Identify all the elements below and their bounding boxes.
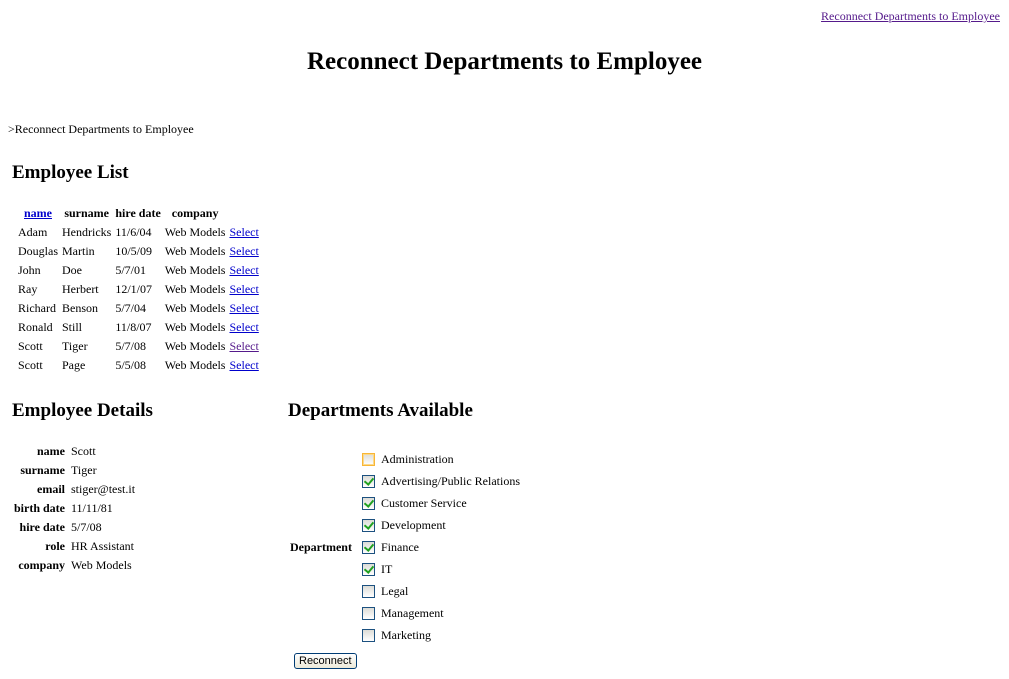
department-checkbox[interactable] (362, 519, 375, 532)
select-employee-link[interactable]: Select (229, 358, 259, 372)
detail-label: email (37, 482, 65, 496)
list-item (362, 492, 520, 514)
departments-available-title: Departments Available (288, 400, 473, 421)
detail-value: HR Assistant (71, 539, 135, 553)
cell-surname: Page (62, 358, 86, 372)
cell-company: Web Models (164, 244, 226, 258)
select-employee-link[interactable]: Select (229, 320, 259, 334)
list-item (362, 624, 520, 646)
cell-hire-date: 11/6/04 (115, 225, 152, 239)
cell-company: Web Models (164, 320, 226, 334)
reconnect-top-link[interactable]: Reconnect Departments to Employee (821, 9, 1000, 23)
cell-company: Web Models (164, 282, 226, 296)
detail-row (12, 556, 137, 575)
column-header-company: company (171, 206, 219, 220)
department-checkbox[interactable] (362, 497, 375, 510)
department-checkbox[interactable] (362, 453, 375, 466)
employee-rows (16, 223, 261, 375)
cell-name: Ray (18, 282, 38, 296)
cell-surname: Still (62, 320, 83, 334)
cell-hire-date: 10/5/09 (115, 244, 152, 258)
cell-action (227, 280, 260, 299)
list-item (362, 580, 520, 602)
detail-label: company (18, 558, 65, 572)
employee-details-table (12, 442, 137, 575)
reconnect-button[interactable]: Reconnect (294, 653, 357, 669)
department-checkbox[interactable] (362, 475, 375, 488)
cell-surname: Doe (62, 263, 82, 277)
detail-value: Scott (71, 444, 96, 458)
column-header-name[interactable] (16, 204, 60, 223)
detail-label: surname (20, 463, 65, 477)
table-row (16, 242, 261, 261)
cell-hire-date: 5/5/08 (115, 358, 146, 372)
sort-by-name-link[interactable]: name (24, 206, 52, 220)
cell-action (227, 318, 260, 337)
cell-surname: Herbert (62, 282, 99, 296)
cell-name: Adam (18, 225, 48, 239)
select-employee-link[interactable]: Select (229, 301, 259, 315)
employee-details-title: Employee Details (12, 400, 153, 421)
department-label: Finance (381, 539, 419, 554)
table-row (16, 223, 261, 242)
department-label: IT (381, 561, 393, 576)
detail-row (12, 537, 137, 556)
cell-company: Web Models (164, 263, 226, 277)
cell-name: Scott (18, 358, 43, 372)
cell-action (227, 223, 260, 242)
department-checkbox[interactable] (362, 607, 375, 620)
cell-hire-date: 5/7/04 (115, 301, 146, 315)
cell-hire-date: 12/1/07 (115, 282, 152, 296)
detail-row (12, 442, 137, 461)
detail-value: 5/7/08 (71, 520, 102, 534)
cell-company: Web Models (164, 225, 226, 239)
cell-name: John (18, 263, 41, 277)
list-item (362, 558, 520, 580)
list-item (362, 448, 520, 470)
cell-action (227, 299, 260, 318)
detail-value: Web Models (71, 558, 132, 572)
column-header-hire-date: hire date (115, 206, 161, 220)
breadcrumb: >Reconnect Departments to Employee (8, 122, 194, 136)
select-employee-link[interactable]: Select (229, 339, 259, 353)
table-row (16, 261, 261, 280)
department-checkbox-list (362, 448, 520, 646)
cell-hire-date: 5/7/01 (115, 263, 146, 277)
employee-list-title: Employee List (12, 162, 129, 183)
select-employee-link[interactable]: Select (229, 282, 259, 296)
cell-action (227, 337, 260, 356)
list-item (362, 602, 520, 624)
department-checkbox[interactable] (362, 585, 375, 598)
department-checkbox[interactable] (362, 563, 375, 576)
column-header-surname: surname (64, 206, 109, 220)
department-label: Marketing (381, 627, 431, 642)
table-row (16, 318, 261, 337)
cell-action (227, 261, 260, 280)
detail-value: stiger@test.it (71, 482, 136, 496)
department-field-label: Department (290, 540, 352, 554)
table-row (16, 337, 261, 356)
detail-label: name (37, 444, 65, 458)
cell-surname: Hendricks (62, 225, 112, 239)
employee-table (16, 204, 261, 375)
cell-company: Web Models (164, 339, 226, 353)
cell-action (227, 242, 260, 261)
select-employee-link[interactable]: Select (229, 263, 259, 277)
department-checkbox[interactable] (362, 541, 375, 554)
department-label: Advertising/Public Relations (381, 473, 520, 488)
department-label: Management (381, 605, 444, 620)
cell-company: Web Models (164, 301, 226, 315)
select-employee-link[interactable]: Select (229, 244, 259, 258)
cell-surname: Tiger (62, 339, 88, 353)
table-row (16, 280, 261, 299)
detail-value: Tiger (71, 463, 97, 477)
department-label: Development (381, 517, 446, 532)
detail-row (12, 499, 137, 518)
detail-value: 11/11/81 (71, 501, 113, 515)
list-item (362, 514, 520, 536)
department-checkbox[interactable] (362, 629, 375, 642)
detail-row (12, 518, 137, 537)
detail-label: birth date (14, 501, 65, 515)
select-employee-link[interactable]: Select (229, 225, 259, 239)
detail-label: role (45, 539, 65, 553)
department-label: Administration (381, 451, 454, 466)
department-label: Customer Service (381, 495, 467, 510)
cell-name: Richard (18, 301, 56, 315)
cell-name: Scott (18, 339, 43, 353)
page-title: Reconnect Departments to Employee (306, 48, 703, 75)
department-label: Legal (381, 583, 409, 598)
cell-hire-date: 11/8/07 (115, 320, 152, 334)
detail-row (12, 480, 137, 499)
cell-action (227, 356, 260, 375)
cell-surname: Martin (62, 244, 95, 258)
detail-label: hire date (19, 520, 65, 534)
employee-table-header (16, 204, 261, 223)
cell-surname: Benson (62, 301, 98, 315)
list-item (362, 536, 520, 558)
table-row (16, 299, 261, 318)
cell-name: Ronald (18, 320, 53, 334)
cell-hire-date: 5/7/08 (115, 339, 146, 353)
detail-row (12, 461, 137, 480)
cell-name: Douglas (18, 244, 58, 258)
list-item (362, 470, 520, 492)
column-header-action (227, 204, 260, 223)
table-row (16, 356, 261, 375)
cell-company: Web Models (164, 358, 226, 372)
